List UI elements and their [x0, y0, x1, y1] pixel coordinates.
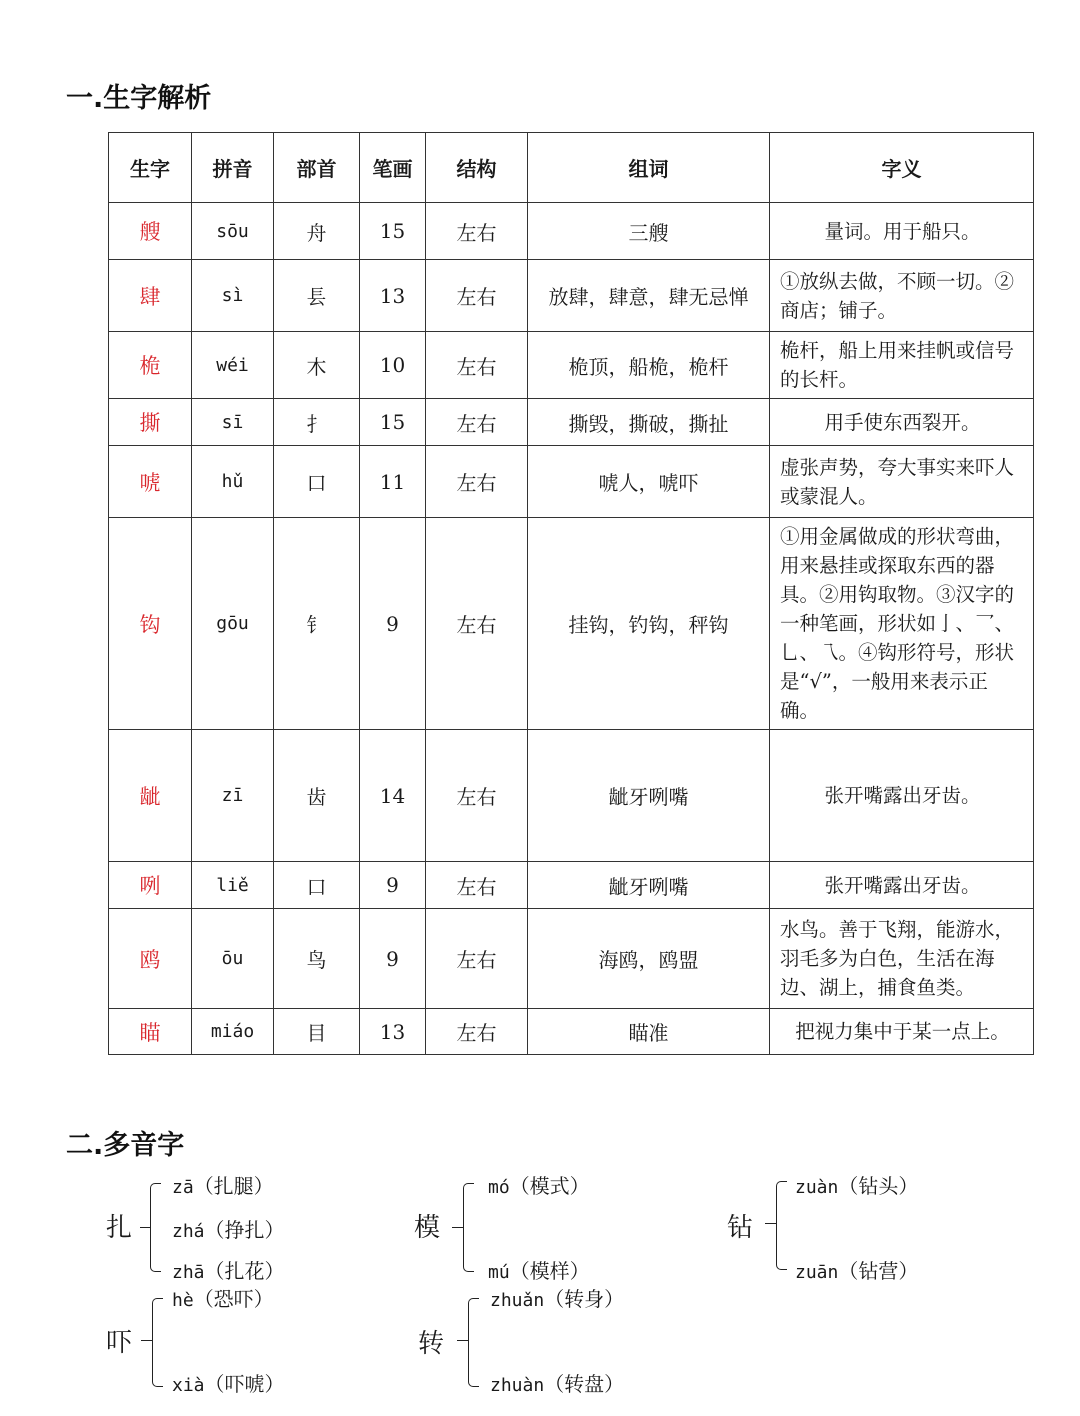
- table-row: [109, 909, 1034, 1009]
- polyphone-char: 模: [414, 1213, 441, 1243]
- cell-words: 桅顶，船桅，桅杆: [528, 332, 770, 399]
- cell-char: 钩: [109, 518, 192, 730]
- cell-words: 瞄准: [528, 1009, 770, 1055]
- cell-strokes: 15: [360, 399, 426, 446]
- cell-pinyin: miáo: [192, 1009, 274, 1055]
- reading-item: zuān（钻营）: [795, 1259, 919, 1283]
- cell-meaning: 把视力集中于某一点上。: [770, 1009, 1034, 1055]
- reading-item: mó（模式）: [488, 1174, 590, 1198]
- cell-meaning: 张开嘴露出牙齿。: [770, 730, 1034, 862]
- cell-strokes: 9: [360, 518, 426, 730]
- cell-words: 放肆，肆意，肆无忌惮: [528, 260, 770, 332]
- cell-char: 鸥: [109, 909, 192, 1009]
- cell-radical: 木: [274, 332, 360, 399]
- cell-words: 挂钩，钓钩，秤钩: [528, 518, 770, 730]
- brace-icon: [150, 1183, 161, 1272]
- cell-meaning: 用手使东西裂开。: [770, 399, 1034, 446]
- brace-icon: [776, 1181, 787, 1270]
- brace-icon: [468, 1298, 479, 1387]
- cell-words: 三艘: [528, 203, 770, 260]
- reading-item: mú（模样）: [488, 1259, 590, 1283]
- cell-radical: 钅: [274, 518, 360, 730]
- table-row: [109, 399, 1034, 446]
- cell-pinyin: ōu: [192, 909, 274, 1009]
- cell-char: 撕: [109, 399, 192, 446]
- cell-structure: 左右: [426, 203, 528, 260]
- cell-radical: 扌: [274, 399, 360, 446]
- cell-structure: 左右: [426, 518, 528, 730]
- cell-strokes: 9: [360, 909, 426, 1009]
- table-row: [109, 730, 1034, 862]
- section-title-new-characters: 一.生字解析: [66, 83, 212, 114]
- cell-radical: 目: [274, 1009, 360, 1055]
- cell-strokes: 14: [360, 730, 426, 862]
- cell-char: 桅: [109, 332, 192, 399]
- cell-pinyin: sōu: [192, 203, 274, 260]
- cell-structure: 左右: [426, 446, 528, 518]
- cell-radical: 齿: [274, 730, 360, 862]
- cell-words: 龇牙咧嘴: [528, 730, 770, 862]
- cell-structure: 左右: [426, 399, 528, 446]
- cell-char: 龇: [109, 730, 192, 862]
- cell-words: 海鸥，鸥盟: [528, 909, 770, 1009]
- cell-pinyin: sì: [192, 260, 274, 332]
- cell-words: 唬人，唬吓: [528, 446, 770, 518]
- polyphone-char: 转: [418, 1329, 445, 1359]
- cell-char: 唬: [109, 446, 192, 518]
- reading-item: zhá（挣扎）: [172, 1218, 285, 1242]
- cell-words: 龇牙咧嘴: [528, 862, 770, 909]
- header-radical: 部首: [274, 133, 360, 203]
- cell-char: 肆: [109, 260, 192, 332]
- cell-radical: 镸: [274, 260, 360, 332]
- brace-tick-icon: [765, 1223, 777, 1224]
- cell-meaning: 量词。用于船只。: [770, 203, 1034, 260]
- table-header-row: [109, 133, 1034, 203]
- character-table: [108, 132, 1034, 1055]
- cell-words: 撕毁，撕破，撕扯: [528, 399, 770, 446]
- brace-icon: [152, 1298, 163, 1387]
- header-words: 组词: [528, 133, 770, 203]
- cell-strokes: 13: [360, 1009, 426, 1055]
- polyphone-char: 吓: [106, 1328, 133, 1358]
- cell-strokes: 9: [360, 862, 426, 909]
- cell-strokes: 15: [360, 203, 426, 260]
- brace-tick-icon: [140, 1227, 151, 1228]
- cell-meaning: 桅杆，船上用来挂帆或信号的长杆。: [770, 332, 1034, 399]
- cell-char: 艘: [109, 203, 192, 260]
- cell-radical: 口: [274, 446, 360, 518]
- table-row: [109, 260, 1034, 332]
- reading-item: hè（恐吓）: [172, 1287, 274, 1311]
- cell-meaning: 张开嘴露出牙齿。: [770, 862, 1034, 909]
- table-row: [109, 1009, 1034, 1055]
- cell-structure: 左右: [426, 332, 528, 399]
- cell-meaning: 水鸟。善于飞翔，能游水，羽毛多为白色，生活在海边、湖上，捕食鱼类。: [770, 909, 1034, 1009]
- cell-char: 瞄: [109, 1009, 192, 1055]
- cell-radical: 口: [274, 862, 360, 909]
- section-title-polyphones: 二.多音字: [66, 1130, 185, 1161]
- cell-radical: 舟: [274, 203, 360, 260]
- cell-radical: 鸟: [274, 909, 360, 1009]
- cell-strokes: 11: [360, 446, 426, 518]
- cell-pinyin: zī: [192, 730, 274, 862]
- header-pinyin: 拼音: [192, 133, 274, 203]
- reading-item: zā（扎腿）: [172, 1174, 274, 1198]
- table-row: [109, 203, 1034, 260]
- cell-pinyin: wéi: [192, 332, 274, 399]
- brace-tick-icon: [457, 1340, 469, 1341]
- cell-meaning: ①用金属做成的形状弯曲，用来悬挂或探取东西的器具。②用钩取物。③汉字的一种笔画，形状如亅、乛、乚、乁。④钩形符号，形状是“√”，一般用来表示正确。: [770, 518, 1034, 730]
- header-char: 生字: [109, 133, 192, 203]
- cell-pinyin: gōu: [192, 518, 274, 730]
- reading-item: zhuǎn（转身）: [490, 1287, 625, 1311]
- table-row: [109, 446, 1034, 518]
- brace-tick-icon: [141, 1340, 153, 1341]
- cell-structure: 左右: [426, 909, 528, 1009]
- table-row: [109, 518, 1034, 730]
- cell-strokes: 13: [360, 260, 426, 332]
- cell-char: 咧: [109, 862, 192, 909]
- polyphone-char: 钻: [727, 1213, 754, 1243]
- table-row: [109, 332, 1034, 399]
- header-meaning: 字义: [770, 133, 1034, 203]
- brace-icon: [463, 1183, 474, 1272]
- cell-pinyin: hǔ: [192, 446, 274, 518]
- cell-structure: 左右: [426, 862, 528, 909]
- cell-meaning: 虚张声势，夸大事实来吓人或蒙混人。: [770, 446, 1034, 518]
- cell-strokes: 10: [360, 332, 426, 399]
- cell-structure: 左右: [426, 1009, 528, 1055]
- brace-tick-icon: [452, 1227, 464, 1228]
- cell-pinyin: liě: [192, 862, 274, 909]
- reading-item: zuàn（钻头）: [795, 1174, 919, 1198]
- polyphone-char: 扎: [106, 1213, 133, 1243]
- header-strokes: 笔画: [360, 133, 426, 203]
- cell-pinyin: sī: [192, 399, 274, 446]
- header-structure: 结构: [426, 133, 528, 203]
- cell-structure: 左右: [426, 260, 528, 332]
- table-row: [109, 862, 1034, 909]
- reading-item: xià（吓唬）: [172, 1372, 285, 1396]
- reading-item: zhuàn（转盘）: [490, 1372, 625, 1396]
- cell-structure: 左右: [426, 730, 528, 862]
- reading-item: zhā（扎花）: [172, 1259, 285, 1283]
- cell-meaning: ①放纵去做，不顾一切。②商店；铺子。: [770, 260, 1034, 332]
